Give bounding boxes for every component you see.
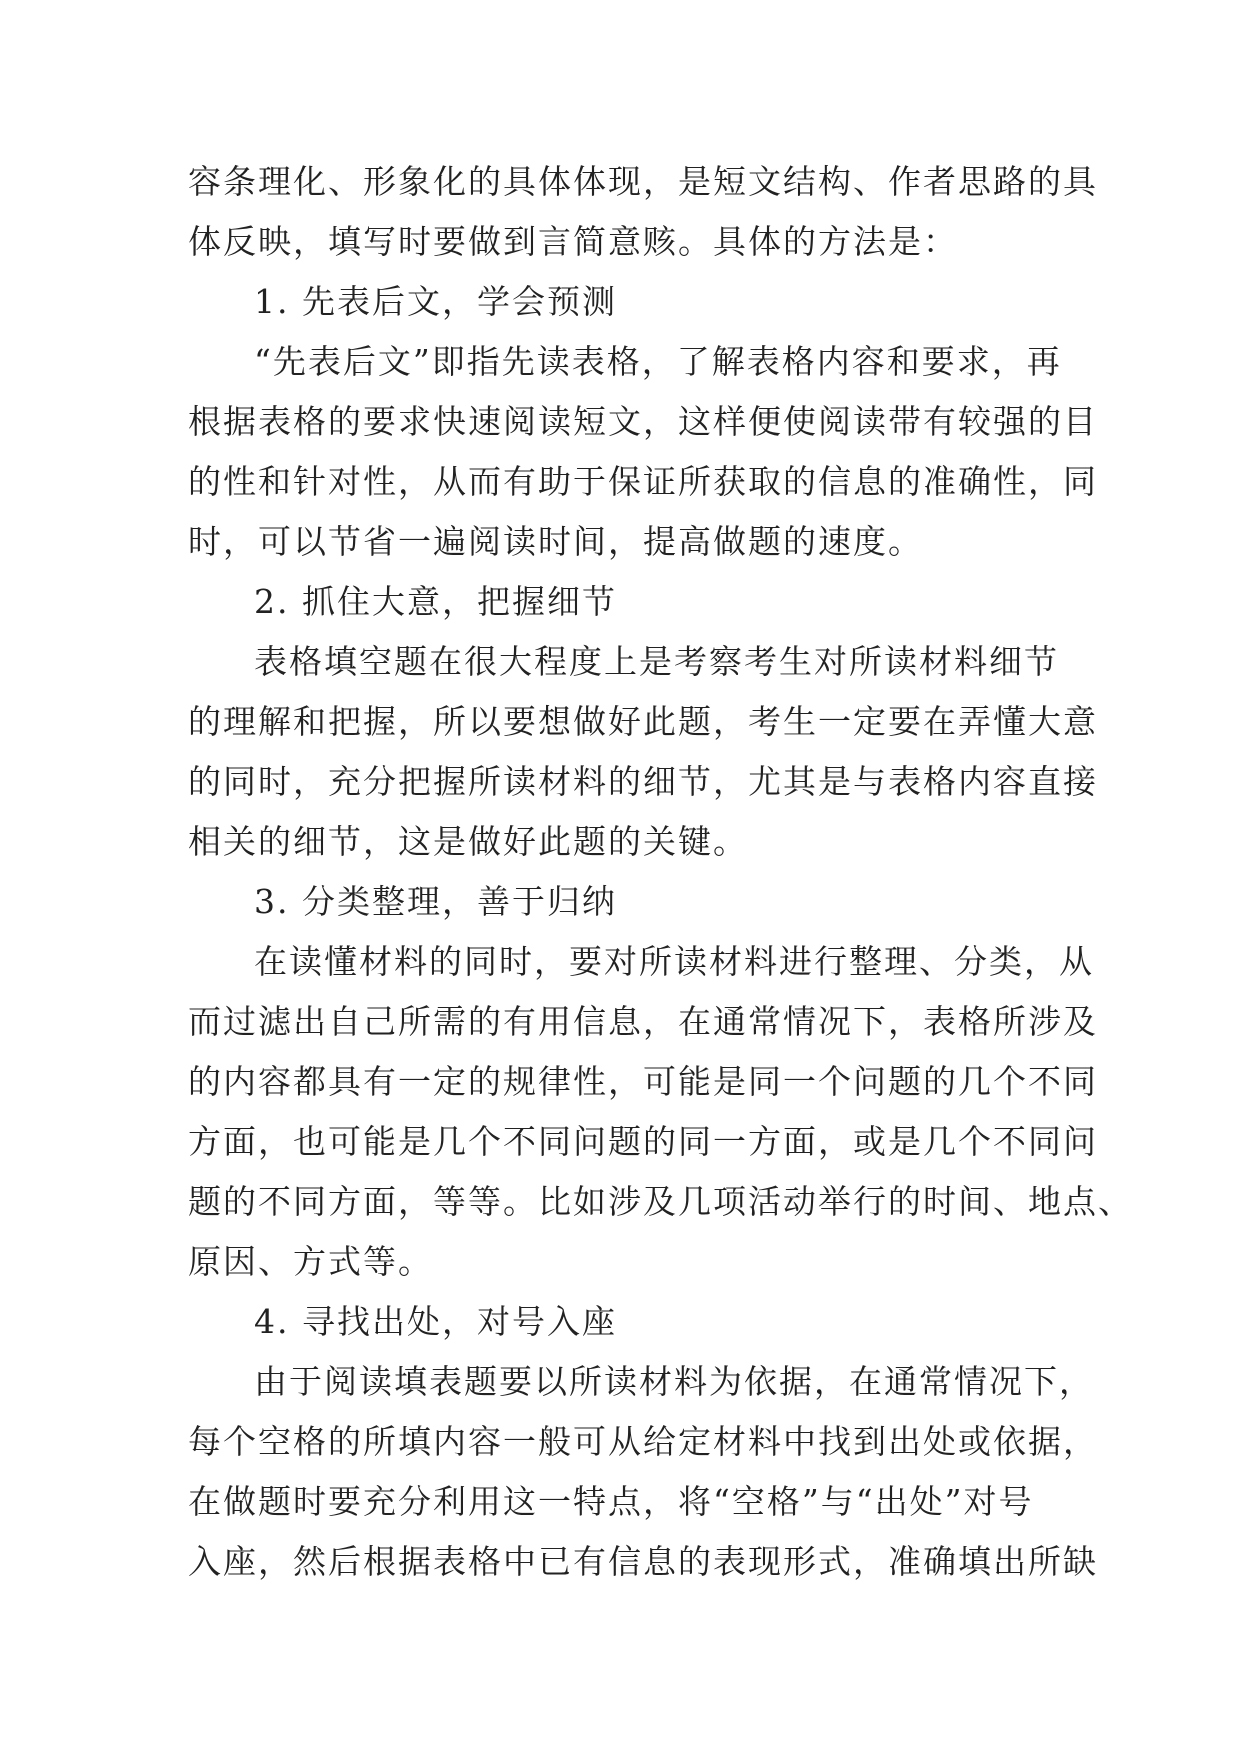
paragraph-first-line: 在读懂材料的同时，要对所读材料进行整理、分类，从 bbox=[254, 942, 1094, 981]
paragraph-first-line: 由于阅读填表题要以所读材料为依据，在通常情况下， bbox=[254, 1362, 1094, 1401]
body-text-line: 根据表格的要求快速阅读短文，这样便使阅读带有较强的目 bbox=[188, 402, 1098, 441]
body-text-line: 题的不同方面，等等。比如涉及几项活动举行的时间、地点、 bbox=[188, 1182, 1133, 1221]
document-body bbox=[188, 152, 1133, 1592]
body-text-line: 时，可以节省一遍阅读时间，提高做题的速度。 bbox=[188, 522, 923, 561]
body-text-line: 在做题时要充分利用这一特点，将“空格”与“出处”对号 bbox=[188, 1482, 1034, 1521]
paragraph-first-line: 表格填空题在很大程度上是考察考生对所读材料细节 bbox=[254, 642, 1059, 681]
body-text-line: 容条理化、形象化的具体体现，是短文结构、作者思路的具 bbox=[188, 162, 1098, 201]
body-text-line: 相关的细节，这是做好此题的关键。 bbox=[188, 822, 748, 861]
body-text-line: 的内容都具有一定的规律性，可能是同一个问题的几个不同 bbox=[188, 1062, 1098, 1101]
body-text-line: 每个空格的所填内容一般可从给定材料中找到出处或依据， bbox=[188, 1422, 1098, 1461]
section-heading-4: 4. 寻找出处，对号入座 bbox=[254, 1302, 617, 1341]
body-text-line: 的性和针对性，从而有助于保证所获取的信息的准确性，同 bbox=[188, 462, 1098, 501]
section-heading-1: 1. 先表后文，学会预测 bbox=[254, 282, 617, 321]
body-text-line: 的同时，充分把握所读材料的细节，尤其是与表格内容直接 bbox=[188, 762, 1098, 801]
body-text-line: 的理解和把握，所以要想做好此题，考生一定要在弄懂大意 bbox=[188, 702, 1098, 741]
paragraph-first-line: “先表后文”即指先读表格，了解表格内容和要求，再 bbox=[254, 342, 1062, 381]
body-text-line: 原因、方式等。 bbox=[188, 1242, 433, 1281]
section-heading-2: 2. 抓住大意，把握细节 bbox=[254, 582, 617, 621]
body-text-line: 入座，然后根据表格中已有信息的表现形式，准确填出所缺 bbox=[188, 1542, 1098, 1581]
body-text-line: 而过滤出自己所需的有用信息，在通常情况下，表格所涉及 bbox=[188, 1002, 1098, 1041]
body-text-line: 方面，也可能是几个不同问题的同一方面，或是几个不同问 bbox=[188, 1122, 1098, 1161]
section-heading-3: 3. 分类整理，善于归纳 bbox=[254, 882, 617, 921]
body-text-line: 体反映，填写时要做到言简意赅。具体的方法是： bbox=[188, 222, 958, 261]
